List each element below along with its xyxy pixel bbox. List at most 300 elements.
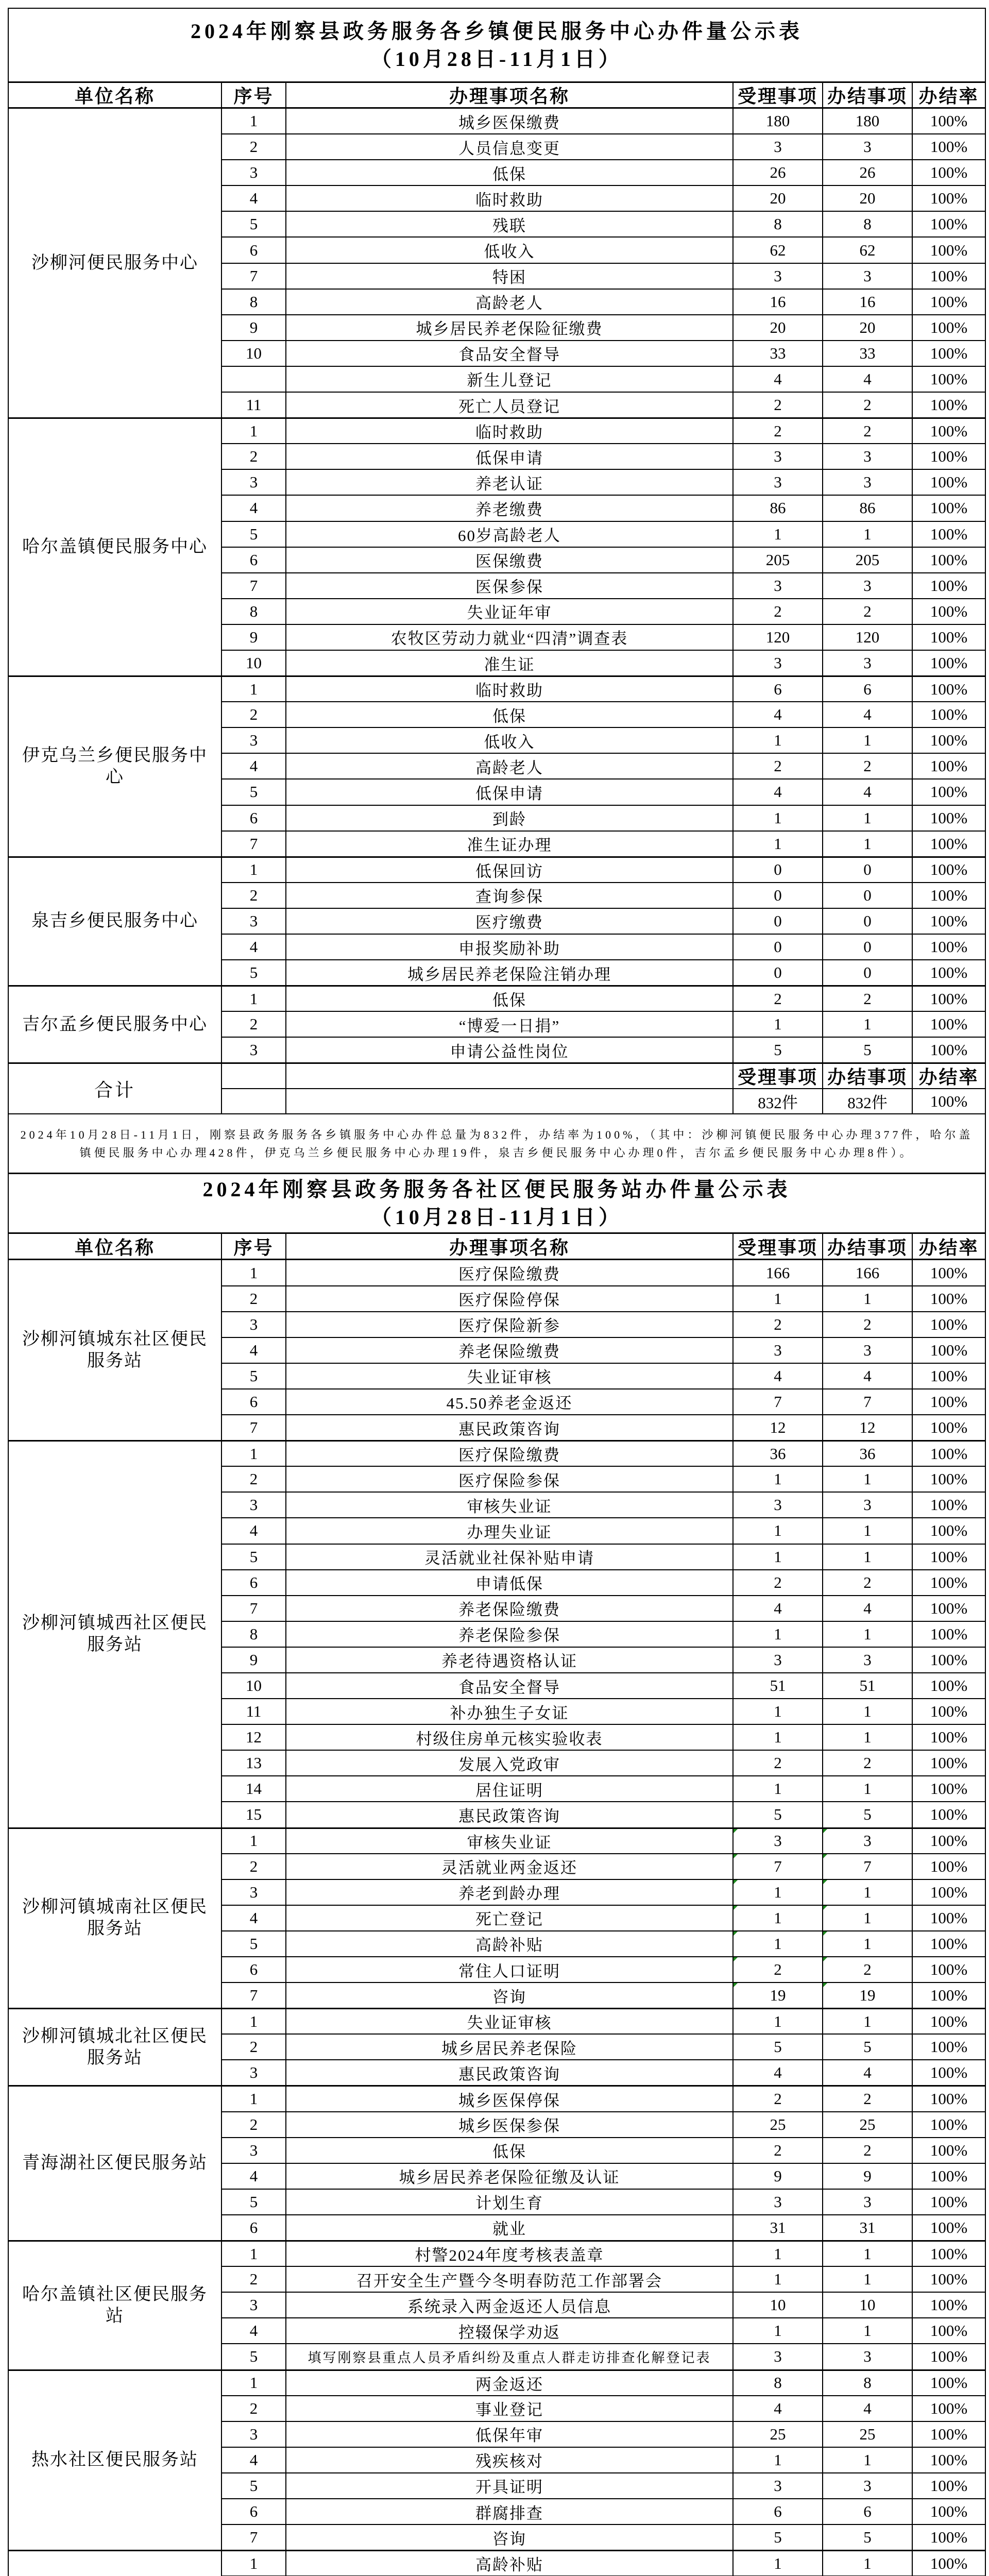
total-accepted-value: 832件 xyxy=(758,1094,798,1112)
cell-text: 沙柳河镇城东社区便民服务站 xyxy=(22,1329,208,1370)
item-name-cell xyxy=(286,1596,734,1622)
completion-rate-cell xyxy=(913,2086,986,2112)
completion-rate-cell xyxy=(913,2499,986,2525)
cell-text: 计划生育 xyxy=(475,2194,543,2213)
completed-count-cell xyxy=(823,754,913,779)
cell-text: 2 xyxy=(774,1315,782,1333)
item-name-cell xyxy=(286,418,734,444)
cell-text: 4 xyxy=(249,1341,258,1359)
item-name-cell xyxy=(286,1880,734,1906)
item-name-cell xyxy=(286,522,734,548)
item-name-cell xyxy=(286,2190,734,2215)
cell-text: 100% xyxy=(930,1547,968,1566)
cell-text: 养老缴费 xyxy=(475,500,543,519)
cell-text: 86 xyxy=(770,499,786,517)
cell-text: 100% xyxy=(930,1444,968,1463)
cell-text: 7 xyxy=(863,1857,872,1875)
cell-text: 100% xyxy=(930,783,968,801)
header-label: 序号 xyxy=(233,86,274,107)
cell-text: 0 xyxy=(863,938,872,956)
cell-text: 100% xyxy=(930,1908,968,1927)
cell-text: 10 xyxy=(859,2296,876,2314)
accepted-count-cell xyxy=(734,1957,823,1983)
cell-text: 临时救助 xyxy=(475,423,543,442)
cell-text: 3 xyxy=(249,911,258,930)
cell-text: 7 xyxy=(249,266,258,285)
seq-cell xyxy=(222,522,286,548)
item-name-cell xyxy=(286,2009,734,2035)
cell-text: 2 xyxy=(863,602,872,620)
cell-text: 2 xyxy=(774,2090,782,2108)
cell-text: 10 xyxy=(770,2296,786,2314)
cell-text: 2 xyxy=(863,1315,872,1333)
cell-text: 1 xyxy=(774,1547,782,1566)
completion-rate-cell xyxy=(913,444,986,470)
cell-text: 205 xyxy=(855,550,880,569)
seq-cell xyxy=(222,418,286,444)
seq-cell xyxy=(222,1038,286,1063)
cell-text: 1 xyxy=(774,1728,782,1747)
cell-text: 100% xyxy=(930,2218,968,2236)
item-name-cell xyxy=(286,444,734,470)
completion-rate-cell xyxy=(913,754,986,779)
cell-text: 低保 xyxy=(492,707,526,725)
completion-rate-cell xyxy=(913,160,986,186)
completed-count-cell xyxy=(823,599,913,625)
column-header-item xyxy=(286,83,734,109)
completion-rate-cell xyxy=(913,1389,986,1415)
cell-text: 7 xyxy=(249,1599,258,1617)
cell-text: 3 xyxy=(249,2296,258,2314)
cell-text: 1 xyxy=(774,1934,782,1953)
completion-rate-cell xyxy=(913,2422,986,2448)
accepted-count-cell xyxy=(734,599,823,625)
completed-count-cell xyxy=(823,1983,913,2009)
cell-text: 2 xyxy=(863,2141,872,2159)
cell-text: 吉尔孟乡便民服务中心 xyxy=(22,1014,208,1034)
completed-count-cell xyxy=(823,109,913,134)
cell-text: 100% xyxy=(930,860,968,879)
seq-cell xyxy=(222,134,286,160)
total-completed-cell xyxy=(823,1089,913,1114)
cell-text: 1 xyxy=(863,1015,872,1033)
cell-text: 6 xyxy=(249,2502,258,2521)
completion-rate-cell xyxy=(913,418,986,444)
cell-text: 100% xyxy=(930,189,968,208)
cell-text: 100% xyxy=(930,2270,968,2289)
item-name-cell xyxy=(286,2525,734,2551)
completion-rate-cell xyxy=(913,1648,986,1673)
cell-text: 3 xyxy=(863,2347,872,2366)
completion-rate-cell xyxy=(913,238,986,263)
completed-count-cell xyxy=(823,1880,913,1906)
unit-name-cell xyxy=(9,676,222,857)
column-header-unit xyxy=(9,83,222,109)
item-name-cell xyxy=(286,1570,734,1596)
completed-count-cell xyxy=(823,1570,913,1596)
item-name-cell xyxy=(286,1622,734,1648)
unit-name-cell xyxy=(9,2086,222,2241)
accepted-count-cell xyxy=(734,2035,823,2060)
cell-text: 3 xyxy=(774,576,782,595)
cell-text: 100% xyxy=(930,292,968,311)
cell-text: 100% xyxy=(930,1832,968,1850)
cell-text: 准生证办理 xyxy=(467,836,552,855)
cell-text: 3 xyxy=(774,1496,782,1514)
column-header-completed xyxy=(823,1234,913,1260)
cell-text: 6 xyxy=(863,2502,872,2521)
header-label: 办结率 xyxy=(918,86,979,107)
cell-text: 100% xyxy=(930,1263,968,1282)
item-name-cell xyxy=(286,1931,734,1957)
item-name-cell xyxy=(286,832,734,857)
seq-cell xyxy=(222,986,286,1012)
item-name-cell xyxy=(286,960,734,986)
completion-rate-cell xyxy=(913,676,986,702)
item-name-cell xyxy=(286,2267,734,2293)
completed-count-cell xyxy=(823,1596,913,1622)
completed-count-cell xyxy=(823,883,913,909)
cell-text: 死亡登记 xyxy=(475,1910,543,1929)
cell-text: 16 xyxy=(770,292,786,311)
completion-rate-cell xyxy=(913,651,986,676)
cell-text: 3 xyxy=(863,447,872,466)
cell-text: 100% xyxy=(930,628,968,646)
header-label: 受理事项 xyxy=(737,1067,818,1088)
number-as-text-warning-icon xyxy=(734,1854,738,1858)
completed-count-cell xyxy=(823,857,913,883)
seq-cell xyxy=(222,393,286,418)
cell-text: 62 xyxy=(770,241,786,259)
table-body xyxy=(9,109,986,1063)
cell-text: 36 xyxy=(770,1444,786,1463)
cell-text: 发展入党政审 xyxy=(458,1755,560,1774)
cell-text: 13 xyxy=(246,1754,262,1772)
item-name-cell xyxy=(286,496,734,521)
seq-cell xyxy=(222,1012,286,1038)
cell-text: 3 xyxy=(863,1832,872,1850)
completion-rate-cell xyxy=(913,1957,986,1983)
cell-text: 3 xyxy=(863,654,872,672)
unit-name-cell xyxy=(9,2370,222,2551)
cell-text: 失业证审核 xyxy=(467,1368,552,1387)
cell-text: 100% xyxy=(930,2012,968,2030)
cell-text: 1 xyxy=(863,2270,872,2289)
seq-cell xyxy=(222,599,286,625)
cell-text: 养老保险缴费 xyxy=(458,1601,560,1619)
cell-text: 3 xyxy=(863,1650,872,1669)
cell-text: 养老到龄办理 xyxy=(458,1885,560,1903)
cell-text: 100% xyxy=(930,1960,968,1979)
cell-text: 6 xyxy=(249,808,258,827)
completed-count-cell xyxy=(823,625,913,651)
cell-text: 1 xyxy=(863,731,872,750)
cell-text: 高龄老人 xyxy=(475,758,543,777)
seq-cell xyxy=(222,2551,286,2576)
cell-text: 人员信息变更 xyxy=(458,139,560,158)
cell-text: 100% xyxy=(930,2192,968,2211)
cell-text: 4 xyxy=(249,2450,258,2469)
cell-text: 惠民政策咨询 xyxy=(458,1420,560,1438)
cell-text: 60岁高龄老人 xyxy=(458,527,561,545)
cell-text: 2 xyxy=(863,396,872,414)
completion-rate-cell xyxy=(913,1467,986,1493)
cell-text: 1 xyxy=(863,1470,872,1488)
cell-text: 100% xyxy=(930,1521,968,1540)
cell-text: 6 xyxy=(249,1573,258,1591)
cell-text: 常住人口证明 xyxy=(458,1962,560,1980)
item-name-cell xyxy=(286,1699,734,1725)
accepted-count-cell xyxy=(734,573,823,599)
cell-text: 高龄补贴 xyxy=(475,2556,543,2574)
cell-text: 医疗缴费 xyxy=(475,913,543,932)
accepted-count-cell xyxy=(734,1983,823,2009)
completed-count-cell xyxy=(823,212,913,238)
cell-text: 100% xyxy=(930,1392,968,1411)
date-range-subtitle: （10月28日-11月1日） xyxy=(370,1205,623,1229)
completed-count-cell xyxy=(823,1648,913,1673)
completion-rate-cell xyxy=(913,290,986,315)
seq-cell xyxy=(222,806,286,832)
completed-count-cell xyxy=(823,2422,913,2448)
item-name-cell xyxy=(286,290,734,315)
cell-text: 1 xyxy=(249,1444,258,1463)
seq-cell xyxy=(222,2035,286,2060)
seq-cell xyxy=(222,2215,286,2241)
seq-cell xyxy=(222,909,286,935)
cell-text: 1 xyxy=(863,1547,872,1566)
seq-cell xyxy=(222,2267,286,2293)
cell-text: 5 xyxy=(249,1547,258,1566)
cell-text: 9 xyxy=(249,628,258,646)
accepted-count-cell xyxy=(734,2551,823,2576)
cell-text: 1 xyxy=(774,2244,782,2263)
item-name-cell xyxy=(286,134,734,160)
completed-count-cell xyxy=(823,2164,913,2190)
seq-cell xyxy=(222,2318,286,2344)
completion-rate-cell xyxy=(913,2318,986,2344)
column-header-seq xyxy=(222,1234,286,1260)
cell-text: 100% xyxy=(930,2502,968,2521)
cell-text: 8 xyxy=(774,2374,782,2392)
cell-text: 3 xyxy=(774,266,782,285)
seq-cell xyxy=(222,1493,286,1518)
item-name-cell xyxy=(286,986,734,1012)
empty-cell xyxy=(222,1089,286,1114)
seq-cell xyxy=(222,1312,286,1338)
accepted-count-cell xyxy=(734,2344,823,2370)
cell-text: 2 xyxy=(863,2090,872,2108)
item-name-cell xyxy=(286,625,734,651)
completion-rate-cell xyxy=(913,1545,986,1570)
cell-text: 审核失业证 xyxy=(467,1833,552,1852)
number-as-text-warning-icon xyxy=(823,1931,827,1936)
cell-text: 4 xyxy=(249,1521,258,1540)
accepted-count-cell xyxy=(734,1699,823,1725)
cell-text: 5 xyxy=(863,2038,872,2056)
cell-text: 9 xyxy=(863,2166,872,2185)
seq-cell xyxy=(222,2164,286,2190)
cell-text: 哈尔盖镇便民服务中心 xyxy=(22,537,208,557)
cell-text: 3 xyxy=(774,138,782,156)
cell-text: 100% xyxy=(930,2115,968,2133)
completed-count-cell xyxy=(823,1776,913,1802)
item-name-cell xyxy=(286,470,734,496)
cell-text: 1 xyxy=(774,808,782,827)
accepted-count-cell xyxy=(734,1518,823,1544)
cell-text: 3 xyxy=(249,473,258,492)
completion-rate-cell xyxy=(913,1312,986,1338)
seq-cell xyxy=(222,186,286,212)
accepted-count-cell xyxy=(734,264,823,290)
completion-rate-cell xyxy=(913,1518,986,1544)
seq-cell xyxy=(222,1725,286,1751)
item-name-cell xyxy=(286,1983,734,2009)
cell-text: 0 xyxy=(863,886,872,904)
cell-text: 8 xyxy=(249,1624,258,1643)
cell-text: 4 xyxy=(863,2399,872,2417)
cell-text: 100% xyxy=(930,2321,968,2340)
seq-cell xyxy=(222,1364,286,1389)
cell-text: 6 xyxy=(774,2502,782,2521)
summary-footnote xyxy=(9,1114,986,1174)
cell-text: 2 xyxy=(774,396,782,414)
cell-text: 2 xyxy=(774,602,782,620)
cell-text: 失业证年审 xyxy=(467,604,552,622)
cell-text: 临时救助 xyxy=(475,682,543,700)
number-as-text-warning-icon xyxy=(734,1931,738,1936)
cell-text: 1 xyxy=(774,1883,782,1901)
accepted-count-cell xyxy=(734,2190,823,2215)
header-label: 办结事项 xyxy=(827,86,908,107)
completed-count-cell xyxy=(823,522,913,548)
cell-text: 100% xyxy=(930,963,968,982)
completed-count-cell xyxy=(823,548,913,573)
accepted-count-cell xyxy=(734,2009,823,2035)
cell-text: 医疗保险缴费 xyxy=(458,1265,560,1284)
accepted-count-cell xyxy=(734,625,823,651)
cell-text: 1 xyxy=(774,834,782,853)
cell-text: 100% xyxy=(930,1780,968,1798)
item-name-cell xyxy=(286,2318,734,2344)
cell-text: 100% xyxy=(930,1418,968,1437)
completion-rate-cell xyxy=(913,1415,986,1441)
completion-rate-cell xyxy=(913,779,986,805)
completion-rate-cell xyxy=(913,341,986,367)
completed-count-cell xyxy=(823,1415,913,1441)
cell-text: 2 xyxy=(249,2038,258,2056)
unit-name-cell xyxy=(9,857,222,986)
cell-text: 100% xyxy=(930,524,968,543)
cell-text: 100% xyxy=(930,1015,968,1033)
cell-text: 城乡居民养老保险 xyxy=(441,2039,577,2058)
completion-rate-cell xyxy=(913,496,986,521)
item-name-cell xyxy=(286,1802,734,1828)
cell-text: 100% xyxy=(930,886,968,904)
cell-text: 5 xyxy=(249,2476,258,2495)
completion-rate-cell xyxy=(913,1493,986,1518)
accepted-count-cell xyxy=(734,2318,823,2344)
cell-text: 1 xyxy=(774,1780,782,1798)
completion-rate-cell xyxy=(913,1725,986,1751)
completion-rate-cell xyxy=(913,2448,986,2473)
completed-count-cell xyxy=(823,496,913,521)
completed-count-cell xyxy=(823,832,913,857)
cell-text: 4 xyxy=(249,938,258,956)
cell-text: 100% xyxy=(930,2166,968,2185)
accepted-count-cell xyxy=(734,238,823,263)
cell-text: 100% xyxy=(930,2141,968,2159)
cell-text: 1 xyxy=(774,2554,782,2572)
cell-text: 补办独生子女证 xyxy=(450,1704,569,1722)
item-name-cell xyxy=(286,264,734,290)
cell-text: 4 xyxy=(774,2399,782,2417)
column-header-accepted xyxy=(734,83,823,109)
item-name-cell xyxy=(286,393,734,418)
cell-text: 泉吉乡便民服务中心 xyxy=(31,911,198,931)
cell-text: 医疗保险缴费 xyxy=(458,1446,560,1465)
completed-count-cell xyxy=(823,1441,913,1467)
cell-text: 25 xyxy=(859,2115,876,2133)
cell-text: 100% xyxy=(930,1496,968,1514)
completed-count-cell xyxy=(823,935,913,960)
cell-text: 100% xyxy=(930,757,968,775)
cell-text: 100% xyxy=(930,576,968,595)
cell-text: 7 xyxy=(249,576,258,595)
completed-count-cell xyxy=(823,2086,913,2112)
column-header-row xyxy=(9,1234,986,1260)
completed-count-cell xyxy=(823,2396,913,2422)
cell-text: 医疗保险新参 xyxy=(458,1317,560,1335)
completion-rate-cell xyxy=(913,2035,986,2060)
item-name-cell xyxy=(286,1338,734,1364)
completed-count-cell xyxy=(823,341,913,367)
cell-text: 166 xyxy=(765,1263,790,1282)
completion-rate-cell xyxy=(913,1441,986,1467)
seq-cell xyxy=(222,1518,286,1544)
cell-text: 6 xyxy=(249,2218,258,2236)
cell-text: 6 xyxy=(249,1960,258,1979)
total-rate-cell xyxy=(913,1089,986,1114)
completed-count-cell xyxy=(823,2370,913,2396)
item-name-cell xyxy=(286,909,734,935)
item-name-cell xyxy=(286,1038,734,1063)
cell-text: 0 xyxy=(774,938,782,956)
cell-text: 低保 xyxy=(492,2143,526,2161)
number-as-text-warning-icon xyxy=(734,1983,738,1987)
cell-text: 召开安全生产暨今冬明春防范工作部署会 xyxy=(356,2272,662,2290)
cell-text: 3 xyxy=(863,266,872,285)
item-name-cell xyxy=(286,1648,734,1673)
cell-text: 2 xyxy=(774,1754,782,1772)
seq-cell xyxy=(222,1828,286,1854)
seq-cell xyxy=(222,728,286,754)
completion-rate-cell xyxy=(913,986,986,1012)
cell-text: 残联 xyxy=(492,216,526,235)
cell-text: 2 xyxy=(774,2141,782,2159)
cell-text: 9 xyxy=(249,1650,258,1669)
cell-text: 5 xyxy=(863,2528,872,2547)
cell-text: 3 xyxy=(774,654,782,672)
cell-text: 100% xyxy=(930,1883,968,1901)
item-name-cell xyxy=(286,1312,734,1338)
header-label: 受理事项 xyxy=(737,86,818,107)
header-label: 单位名称 xyxy=(74,86,155,107)
item-name-cell xyxy=(286,935,734,960)
completed-count-cell xyxy=(823,960,913,986)
cell-text: 申报奖励补助 xyxy=(458,939,560,958)
seq-cell xyxy=(222,2060,286,2086)
